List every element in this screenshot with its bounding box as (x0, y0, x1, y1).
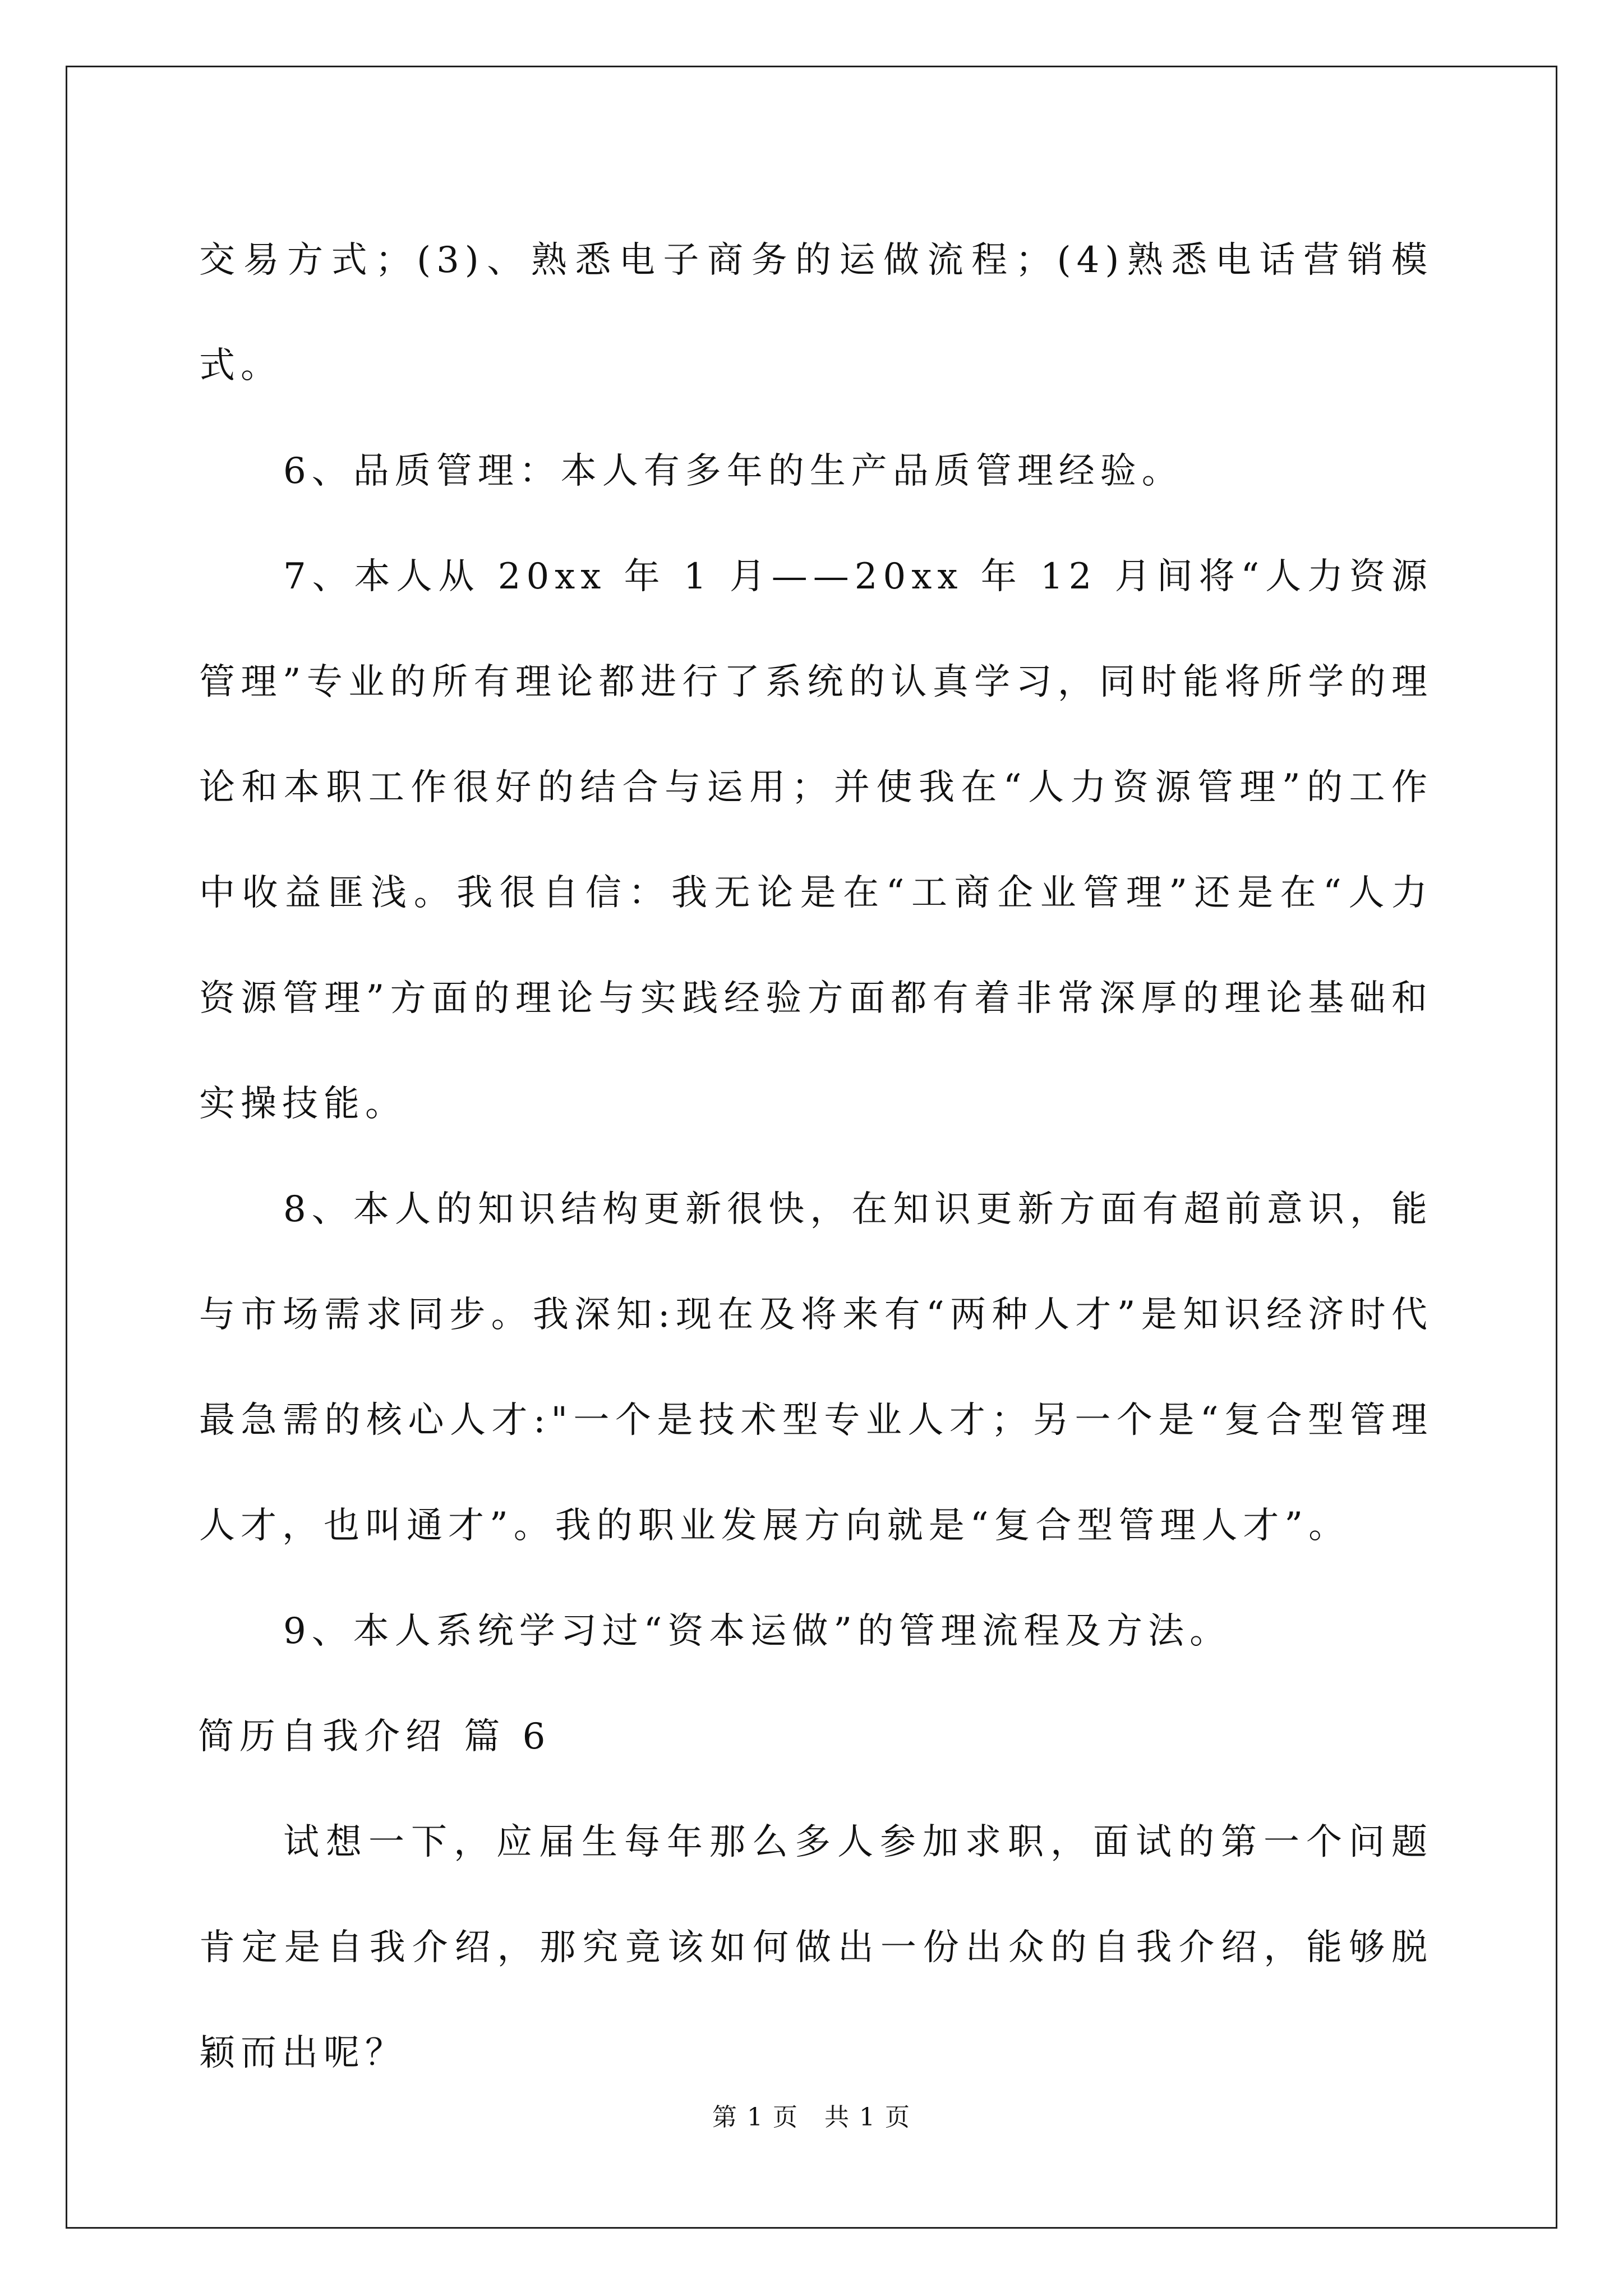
paragraph-item-7: 7、本人从 20xx 年 1 月——20xx 年 12 月间将“人力资源管理”专业的所有理论都进行了系统的认真学习，同时能将所学的理论和本职工作很好的结合与运用；并使我在“人力资源管理”的工作中收益匪浅。我很自信：我无论是在“工商企业管理”还是在“人力资源管理”方面的理论与实践经验方面都有着非常深厚的理论基础和实操技能。 (199, 556, 1433, 1125)
section-heading: 简历自我介绍 篇 6 (198, 1716, 551, 1757)
paragraph-continuation: 交易方式；(3)、熟悉电子商务的运做流程；(4)熟悉电话营销模式。 (199, 240, 1433, 386)
page-number-footer: 第 1 页 共 1 页 (712, 2103, 911, 2132)
paragraph-item-9: 9、本人系统学习过“资本运做”的管理流程及方法。 (283, 1611, 1232, 1652)
paragraph-item-8: 8、本人的知识结构更新很快，在知识更新方面有超前意识，能与市场需求同步。我深知:现在及将来有“两种人才”是知识经济时代最急需的核心人才:"一个是技术型专业人才；另一个是“复合型管理人才，也叫通才”。我的职业发展方向就是“复合型管理人才”。 (199, 1189, 1433, 1547)
document-body (199, 208, 1433, 2106)
paragraph-intro: 试想一下，应届生每年那么多人参加求职，面试的第一个问题肯定是自我介绍，那究竟该如何做出一份出众的自我介绍，能够脱颖而出呢？ (199, 1821, 1433, 2074)
paragraph-item-6: 6、品质管理：本人有多年的生产品质管理经验。 (283, 450, 1183, 492)
